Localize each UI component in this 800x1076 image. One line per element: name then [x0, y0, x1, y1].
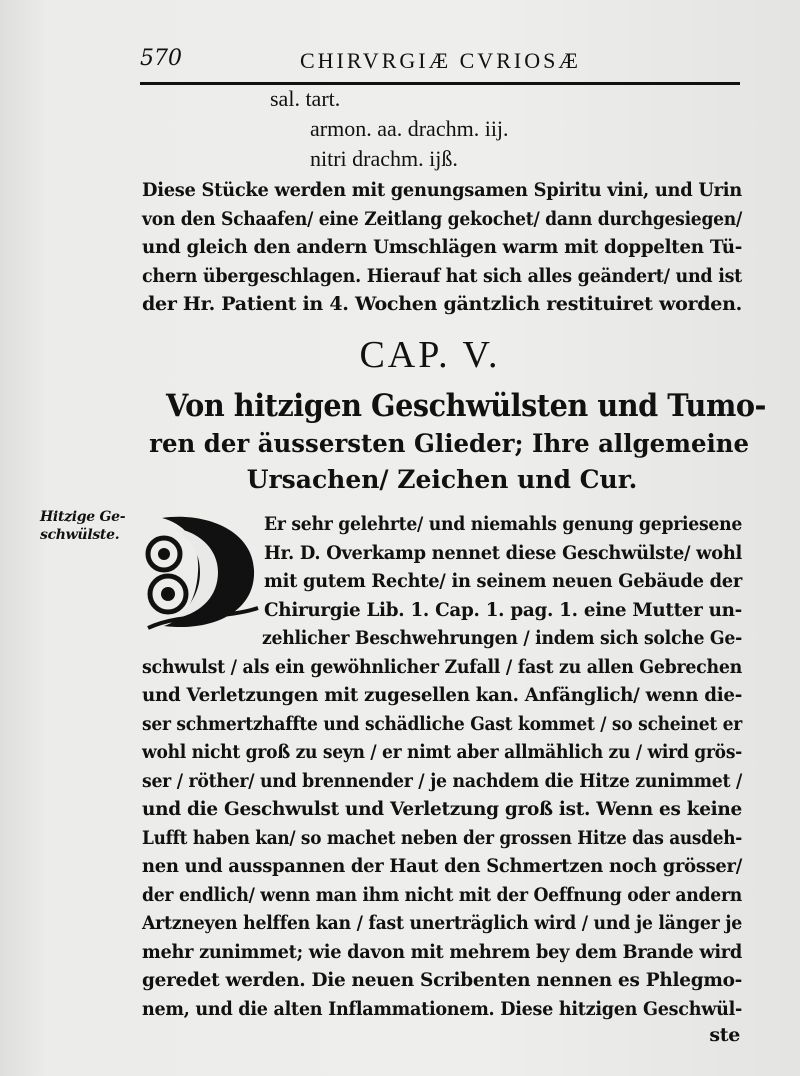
chapter-label: CAP. V. [359, 334, 501, 376]
text-line: nen und ausspannen der Haut den Schmertzen noch grösser/ [142, 855, 742, 877]
marginal-note-line: Hitzige Ge- [40, 509, 126, 525]
text-line: mehr zunimmet; wie davon mit mehrem bey dem Brande wird [142, 940, 742, 963]
running-head: CHIRVRGIÆ CVRIOSÆ [300, 48, 581, 73]
marginal-note [40, 508, 125, 544]
text-line: zehlicher Beschwehrungen / indem sich solche Ge- [262, 627, 742, 649]
text-line: mit gutem Rechte/ in seinem neuen Gebäude der [264, 570, 742, 592]
text-line: ser schmertzhaffte und schädliche Gast kommet / so scheinet er [142, 712, 742, 735]
text-line: chern übergeschlagen. Hierauf hat sich alles geändert/ und ist [142, 264, 742, 287]
chapter-title-line: Ursachen/ Zeichen und Cur. [246, 465, 638, 494]
text-line: Artzneyen helffen kan / fast unerträglich wird / und je länger je [142, 912, 742, 934]
text-line: und gleich den andern Umschlägen warm mit doppelten Tü- [142, 236, 742, 258]
initial-letter: D [186, 568, 187, 569]
text-line: ser / röther/ und brennender / je nachdem die Hitze zunimmet / [142, 769, 742, 792]
recipe-line: sal. tart. [270, 86, 341, 111]
text-line: Er sehr gelehrte/ und niemahls genung gepriesene [264, 513, 742, 535]
catchword: ste [709, 1024, 740, 1046]
chapter-title-line: ren der äussersten Glieder; Ihre allgemeine [149, 429, 750, 458]
text-line: und Verletzungen mit zugesellen kan. Anfänglich/ wenn die- [142, 684, 742, 706]
recipe-line: armon. aa. drachm. iij. [310, 116, 509, 141]
text-line: Diese Stücke werden mit genungsamen Spiritu vini, und Urin [142, 179, 742, 201]
marginal-note-line: schwülste. [40, 527, 120, 543]
text-line: schwulst / als ein gewöhnlicher Zufall / fast zu allen Gebrechen [142, 655, 742, 678]
recipe-line: nitri drachm. ijß. [310, 146, 458, 171]
recipe-list [270, 84, 509, 174]
text-line: Hr. D. Overkamp nennet diese Geschwülste/ wohl [264, 541, 742, 564]
page-header [140, 42, 740, 85]
text-line: wohl nicht groß zu seyn / er nimt aber allmählich zu / wird grös- [142, 741, 742, 763]
page-number: 570 [140, 46, 182, 71]
text-line: geredet werden. Die neuen Scribenten nennen es Phlegmo- [142, 969, 742, 991]
paragraph-1 [142, 176, 742, 319]
text-line: von den Schaafen/ eine Zeitlang gekochet/ dann durchgesiegen/ [142, 207, 742, 230]
text-line: der Hr. Patient in 4. Wochen gäntzlich restituiret worden. [142, 293, 742, 315]
text-line: der endlich/ wenn man ihm nicht mit der Oeffnung oder andern [142, 883, 742, 906]
text-line: und die Geschwulst und Verletzung groß ist. Wenn es keine [142, 798, 742, 820]
chapter-title-line: Von hitzigen Geschwülsten und Tumo- [166, 388, 767, 424]
text-line: nem, und die alten Inflammationem. Diese hitzigen Geschwül- [142, 997, 742, 1020]
chapter-title [142, 386, 767, 498]
text-line: Chirurgie Lib. 1. Cap. 1. pag. 1. eine Mutter un- [264, 598, 742, 621]
text-line: Lufft haben kan/ so machet neben der grossen Hitze das ausdeh- [142, 826, 742, 849]
paragraph-2 [142, 510, 742, 1023]
